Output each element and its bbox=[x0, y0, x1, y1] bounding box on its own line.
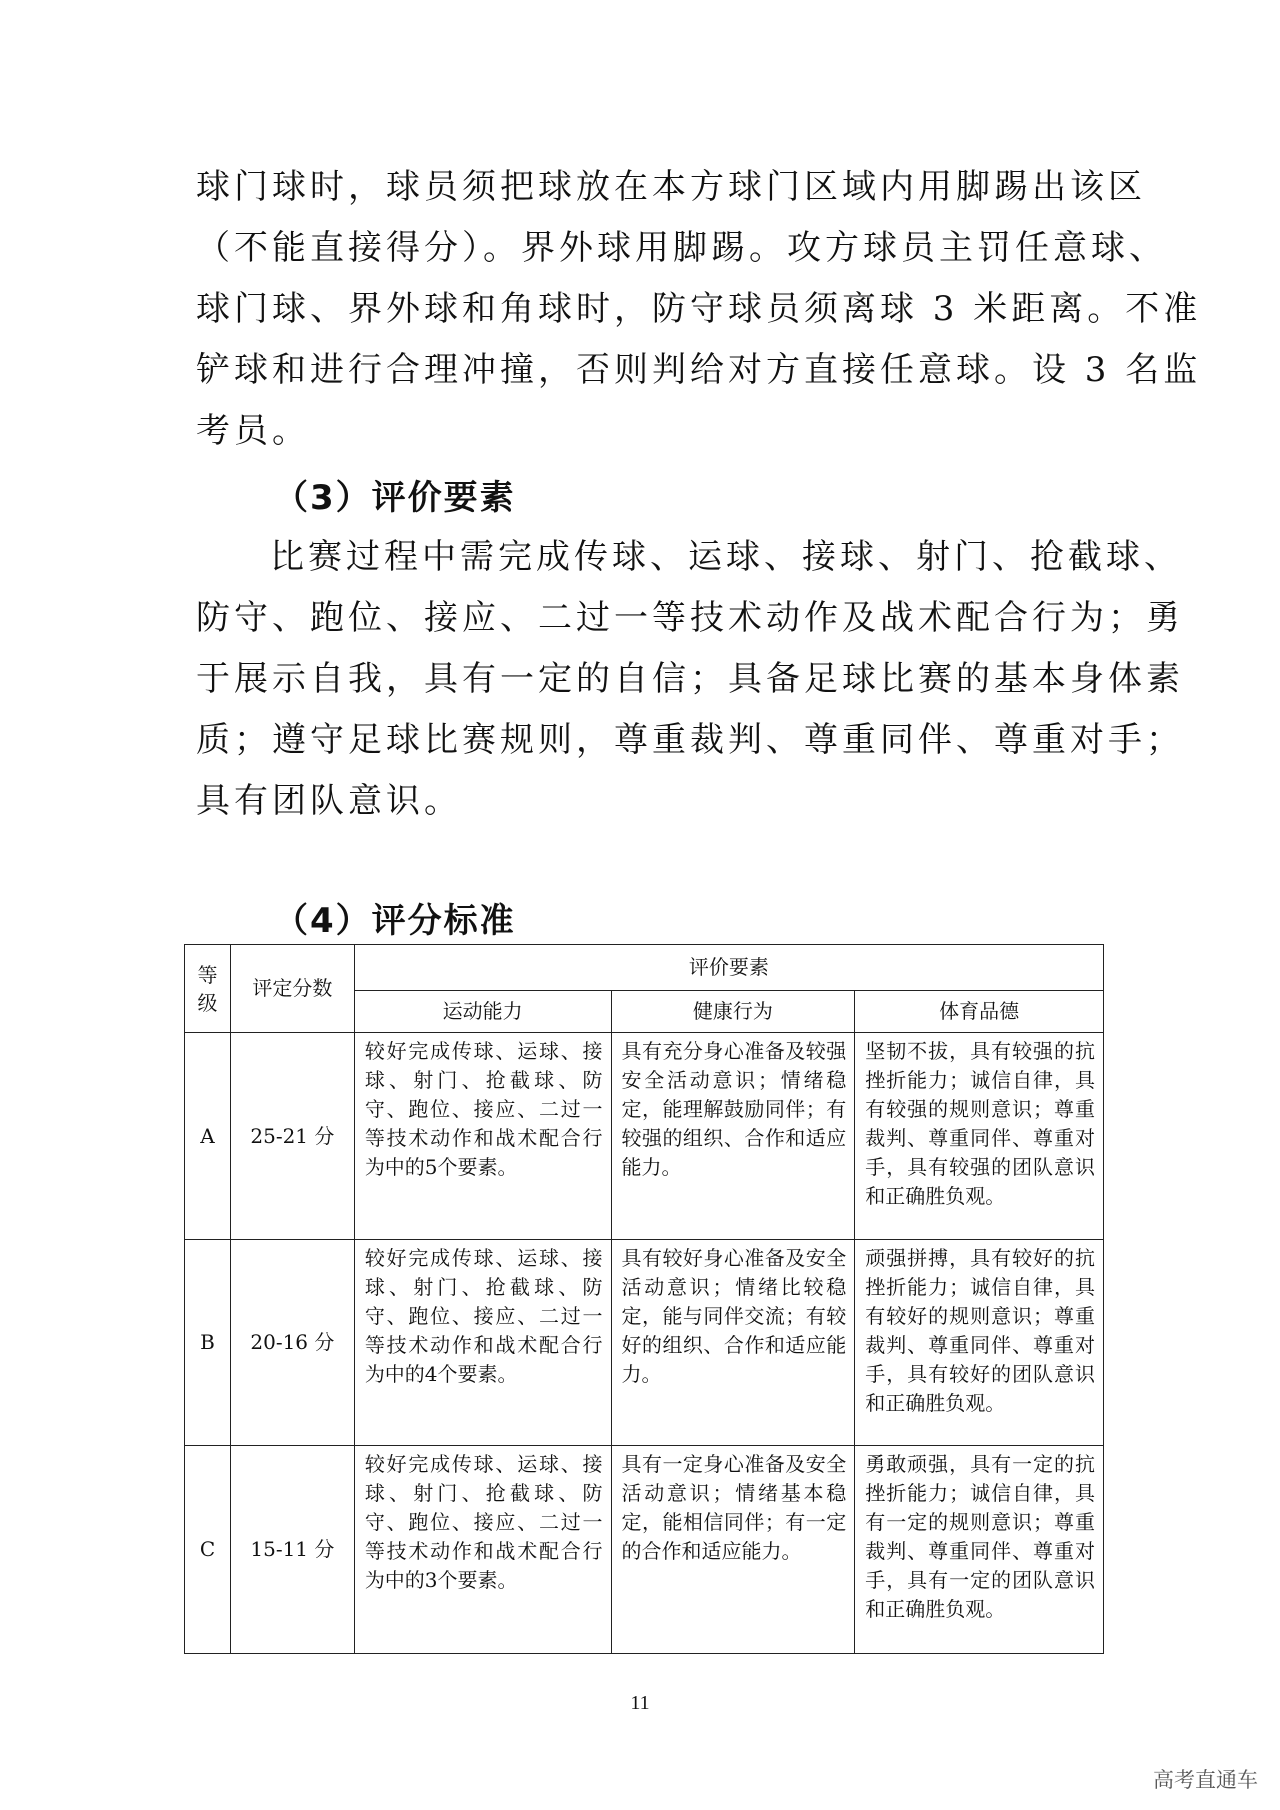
cell-sport-ethics: 顽强拼搏，具有较好的抗挫折能力；诚信自律，具有较好的规则意识；尊重裁判、尊重同伴、尊重对手，具有较好的团队意识和正确胜负观。 bbox=[855, 1240, 1104, 1446]
cell-level: B bbox=[185, 1240, 231, 1446]
paragraph-line: 比赛过程中需完成传球、运球、接球、射门、抢截球、 bbox=[270, 537, 1182, 577]
scoring-table bbox=[184, 944, 1104, 1654]
cell-health-behavior: 具有充分身心准备及较强安全活动意识；情绪稳定，能理解鼓励同伴；有较强的组织、合作和适应能力。 bbox=[611, 1033, 855, 1240]
cell-sport-ethics: 坚韧不拔，具有较强的抗挫折能力；诚信自律，具有较强的规则意识；尊重裁判、尊重同伴、尊重对手，具有较强的团队意识和正确胜负观。 bbox=[855, 1033, 1104, 1240]
paragraph-line: 具有团队意识。 bbox=[196, 781, 462, 821]
table-row bbox=[185, 1240, 1104, 1446]
header-sport-ethics: 体育品德 bbox=[855, 991, 1104, 1033]
cell-sport-ethics: 勇敢顽强，具有一定的抗挫折能力；诚信自律，具有一定的规则意识；尊重裁判、尊重同伴、尊重对手，具有一定的团队意识和正确胜负观。 bbox=[855, 1446, 1104, 1654]
cell-score: 15-11 分 bbox=[230, 1446, 354, 1654]
paragraph-line: 球门球时，球员须把球放在本方球门区域内用脚踢出该区 bbox=[196, 167, 1146, 207]
section-heading-evaluation-elements: （3）评价要素 bbox=[274, 478, 516, 518]
watermark: 高考直通车 bbox=[1153, 1768, 1258, 1792]
paragraph-rules bbox=[196, 157, 1202, 462]
paragraph-line: 球门球、界外球和角球时，防守球员须离球 3 米距离。不准 bbox=[196, 289, 1202, 329]
header-elements: 评价要素 bbox=[354, 945, 1103, 991]
paragraph-line: 防守、跑位、接应、二过一等技术动作及战术配合行为；勇 bbox=[196, 598, 1184, 638]
cell-health-behavior: 具有较好身心准备及安全活动意识；情绪比较稳定，能与同伴交流；有较好的组织、合作和适应能力。 bbox=[611, 1240, 855, 1446]
cell-score: 25-21 分 bbox=[230, 1033, 354, 1240]
table-row bbox=[185, 1446, 1104, 1654]
page-number: 11 bbox=[630, 1692, 650, 1714]
cell-score: 20-16 分 bbox=[230, 1240, 354, 1446]
cell-level: C bbox=[185, 1446, 231, 1654]
cell-sport-ability: 较好完成传球、运球、接球、射门、抢截球、防守、跑位、接应、二过一等技术动作和战术配合行为中的4个要素。 bbox=[354, 1240, 611, 1446]
cell-sport-ability: 较好完成传球、运球、接球、射门、抢截球、防守、跑位、接应、二过一等技术动作和战术配合行为中的3个要素。 bbox=[354, 1446, 611, 1654]
paragraph-line: 铲球和进行合理冲撞，否则判给对方直接任意球。设 3 名监 bbox=[196, 350, 1202, 390]
paragraph-evaluation bbox=[196, 527, 1184, 832]
paragraph-line: 考员。 bbox=[196, 411, 310, 451]
paragraph-line: 于展示自我，具有一定的自信；具备足球比赛的基本身体素 bbox=[196, 659, 1184, 699]
header-health-behavior: 健康行为 bbox=[611, 991, 855, 1033]
paragraph-line: （不能直接得分）。界外球用脚踢。攻方球员主罚任意球、 bbox=[196, 228, 1167, 268]
section-heading-scoring-standard: （4）评分标准 bbox=[274, 901, 516, 941]
cell-sport-ability: 较好完成传球、运球、接球、射门、抢截球、防守、跑位、接应、二过一等技术动作和战术配合行为中的5个要素。 bbox=[354, 1033, 611, 1240]
cell-health-behavior: 具有一定身心准备及安全活动意识；情绪基本稳定，能相信同伴；有一定的合作和适应能力。 bbox=[611, 1446, 855, 1654]
paragraph-line: 质；遵守足球比赛规则，尊重裁判、尊重同伴、尊重对手； bbox=[196, 720, 1184, 760]
table-row bbox=[185, 1033, 1104, 1240]
header-sport-ability: 运动能力 bbox=[354, 991, 611, 1033]
table-header-row bbox=[185, 945, 1104, 991]
header-score: 评定分数 bbox=[230, 945, 354, 1033]
cell-level: A bbox=[185, 1033, 231, 1240]
header-level: 等级 bbox=[185, 945, 231, 1033]
